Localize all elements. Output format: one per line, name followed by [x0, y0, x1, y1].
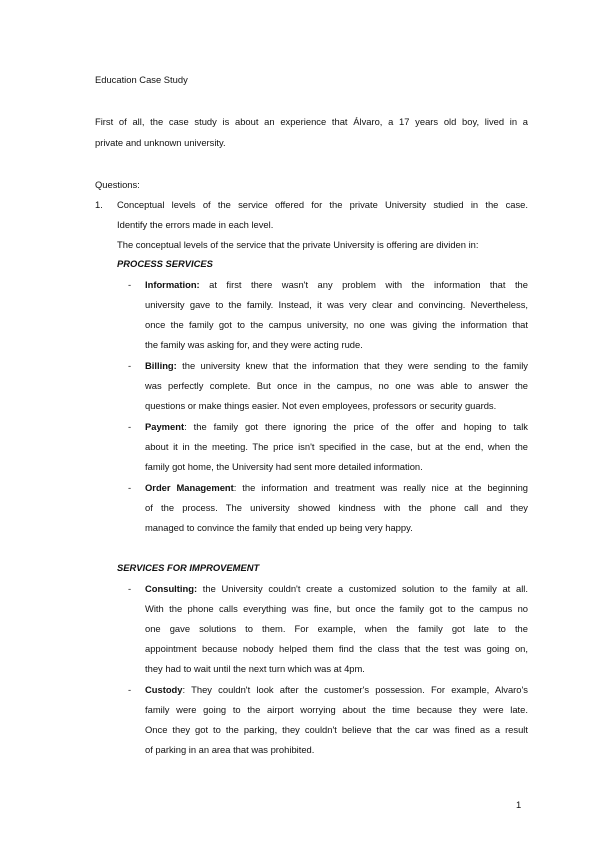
bullet-dash: - [128, 684, 132, 695]
item-term: Information: [145, 279, 200, 290]
item-order-management-line-3: managed to convince the family that ended up being very happy. [145, 522, 413, 533]
intro-line-2: private and unknown university. [95, 137, 226, 148]
bullet-dash: - [128, 421, 132, 432]
item-custody-line-2: family were going to the airport worrying about the time because they were late. [145, 704, 528, 715]
question-line-2: Identify the errors made in each level. [117, 219, 274, 230]
section-heading-process: PROCESS SERVICES [117, 258, 213, 269]
item-information-line-3: once the family got to the campus university, no one was giving the information that [145, 319, 528, 330]
item-text: : They couldn't look after the customer's possession. For example, Alvaro's [182, 684, 528, 695]
item-custody-line-3: Once they got to the parking, they couldn't believe that the car was fined as a result [145, 724, 528, 735]
item-payment-line-2: about it in the meeting. The price isn't specified in the case, but at the end, when the [145, 441, 528, 452]
question-lead: The conceptual levels of the service that the private University is offering are dividen in: [117, 239, 479, 250]
item-term: Consulting: [145, 583, 198, 594]
intro-line-1: First of all, the case study is about an experience that Álvaro, a 17 years old boy, lived in a [95, 116, 528, 127]
item-custody-line-1 [145, 683, 528, 696]
item-term: Custody [145, 684, 183, 695]
item-billing-line-3: questions or make things easier. Not even employees, professors or security guards. [145, 400, 497, 411]
item-term: Billing: [145, 360, 177, 371]
question-number: 1. [95, 199, 103, 210]
section-heading-improvement: SERVICES FOR IMPROVEMENT [117, 562, 260, 573]
item-term: Order Management [145, 482, 234, 493]
item-consulting-line-1 [145, 582, 528, 595]
document-title: Education Case Study [95, 74, 188, 85]
bullet-dash: - [128, 279, 132, 290]
item-text: at first there wasn't any problem with the information that the [199, 279, 528, 290]
questions-label: Questions: [95, 179, 140, 190]
item-text: : the family got there ignoring the price of the offer and hoping to talk [184, 421, 528, 432]
item-payment-line-3: family got home, the University had sent more detailed information. [145, 461, 423, 472]
bullet-dash: - [128, 360, 132, 371]
item-consulting-line-3: one gave solutions to them. For example, when the family got late to the [145, 623, 528, 634]
item-text: the University couldn't create a customized solution to the family at all. [197, 583, 528, 594]
item-order-management-line-2: of the process. The university showed kindness with the phone call and they [145, 502, 528, 513]
item-information-line-1 [145, 278, 528, 291]
item-custody-line-4: of parking in an area that was prohibited. [145, 744, 315, 755]
item-term: Payment [145, 421, 185, 432]
question-line-1: Conceptual levels of the service offered for the private University studied in the case. [117, 199, 528, 210]
item-text: the university knew that the information that they were sending to the family [176, 360, 528, 371]
bullet-dash: - [128, 482, 132, 493]
item-information-line-2: university gave to the family. Instead, it was very clear and convincing. Nevertheless, [145, 299, 528, 310]
item-consulting-line-4: appointment because nobody helped them find the class that the test was going on, [145, 643, 528, 654]
page-number: 1 [516, 799, 522, 810]
item-order-management-line-1 [145, 481, 528, 494]
item-consulting-line-5: they had to wait until the next turn which was at 4pm. [145, 663, 365, 674]
item-payment-line-1 [145, 420, 528, 433]
item-information-line-4: the family was asking for, and they were acting rude. [145, 339, 363, 350]
item-text: : the information and treatment was really nice at the beginning [233, 482, 529, 493]
item-billing-line-2: was perfectly complete. But once in the campus, no one was able to answer the [145, 380, 528, 391]
item-billing-line-1 [145, 359, 528, 372]
item-consulting-line-2: With the phone calls everything was fine, but once the family got to the campus no [145, 603, 528, 614]
bullet-dash: - [128, 583, 132, 594]
